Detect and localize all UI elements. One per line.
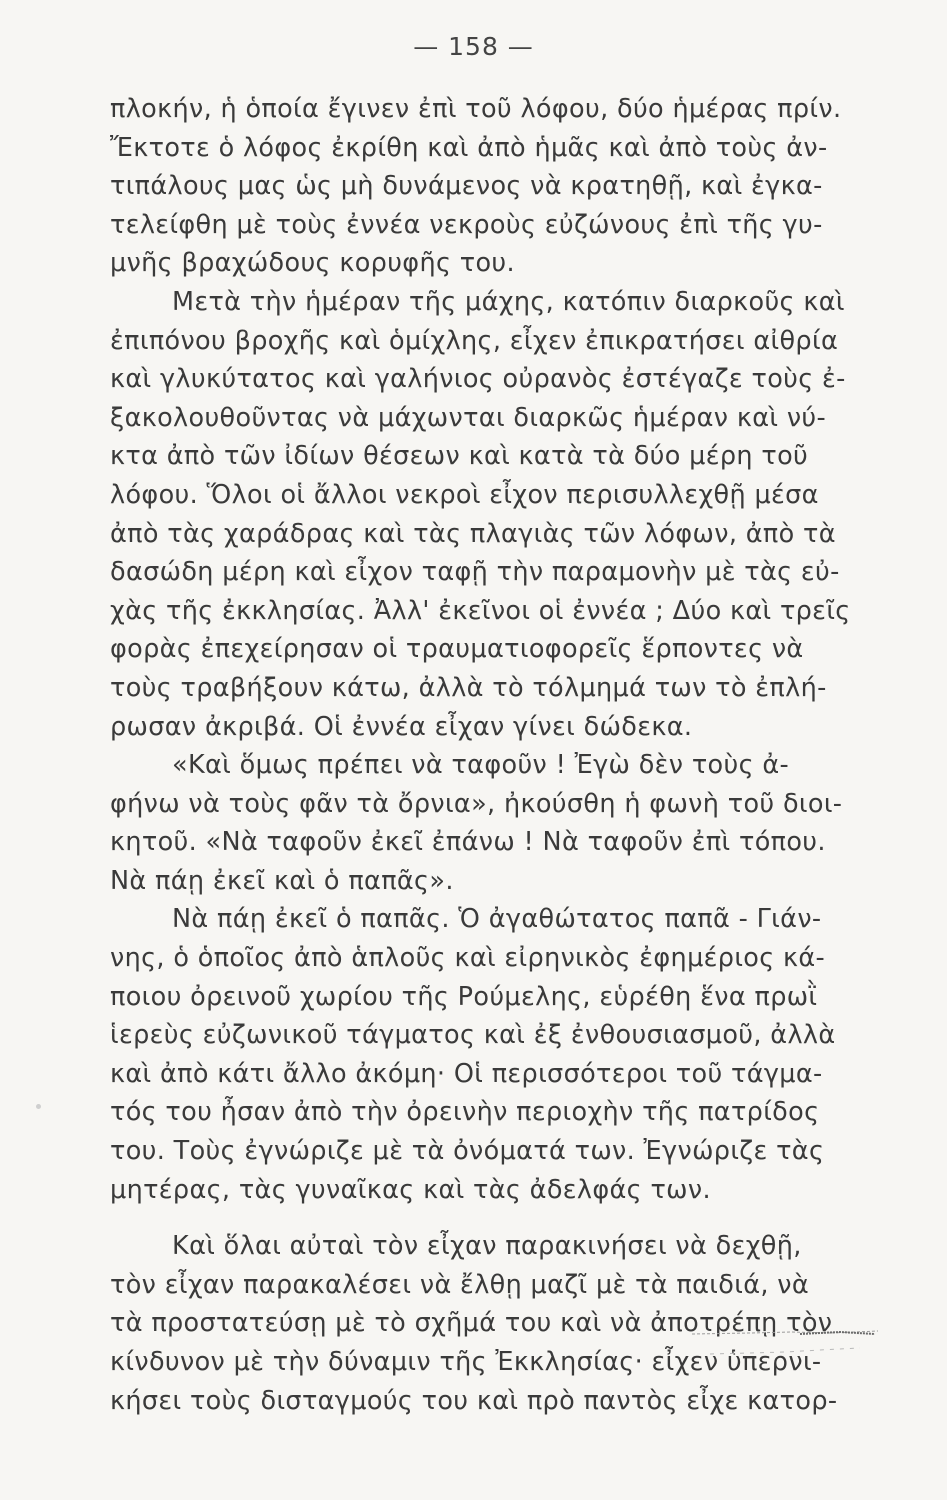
paragraph [110, 90, 888, 283]
paragraph [110, 900, 888, 1209]
text-line: λόφου. Ὅλοι οἱ ἄλλοι νεκροὶ εἶχον περισυλλεχθῇ μέσα [110, 479, 819, 510]
paragraph [110, 1227, 888, 1420]
paragraph [110, 283, 888, 746]
text-line: Μετὰ τὴν ἡμέραν τῆς μάχης, κατόπιν διαρκοῦς καὶ [172, 286, 845, 317]
text-line: τελείφθη μὲ τοὺς ἐννέα νεκροὺς εὐζώνους ἐπὶ τῆς γυ- [110, 209, 823, 240]
text-line: κτα ἀπὸ τῶν ἰδίων θέσεων καὶ κατὰ τὰ δύο μέρη τοῦ [110, 441, 809, 472]
text-line: κίνδυνον μὲ τὴν δύναμιν τῆς Ἐκκλησίας· εἶχεν ὑπερνι- [110, 1347, 822, 1377]
text-line: φορὰς ἐπεχείρησαν οἱ τραυματιοφορεῖς ἕρποντες νὰ [110, 634, 804, 665]
text-line: τοὺς τραβήξουν κάτω, ἀλλὰ τὸ τόλμημά των τὸ ἐπλή- [110, 672, 827, 703]
text-line: του. Τοὺς ἐγνώριζε μὲ τὰ ὀνόματά των. Ἐγνώριζε τὰς [110, 1136, 825, 1167]
text-line: ρωσαν ἀκριβά. Οἱ ἐννέα εἶχαν γίνει δώδεκα. [110, 711, 693, 742]
scan-speck [36, 1104, 41, 1109]
text-line: δασώδη μέρη καὶ εἶχον ταφῇ τὴν παραμονὴν μὲ τὰς εὐ- [110, 557, 840, 588]
text-line: νης, ὁ ὁποῖος ἀπὸ ἁπλοῦς καὶ εἰρηνικὸς ἐφημέριος κά- [110, 943, 826, 974]
text-line: Νὰ πάῃ ἐκεῖ ὁ παπᾶς. Ὁ ἀγαθώτατος παπᾶ - Γιάν- [172, 904, 822, 935]
text-line: ἀπὸ τὰς χαράδρας καὶ τὰς πλαγιὰς τῶν λόφων, ἀπὸ τὰ [110, 518, 836, 549]
text-line: «Καὶ ὅμως πρέπει νὰ ταφοῦν ! Ἐγὼ δὲν τοὺς ἀ- [172, 750, 790, 781]
text-line: χὰς τῆς ἐκκλησίας. Ἀλλ' ἐκεῖνοι οἱ ἐννέα ; Δύο καὶ τρεῖς [110, 595, 851, 626]
text-line: Ἔκτοτε ὁ λόφος ἐκρίθη καὶ ἀπὸ ἡμᾶς καὶ ἀπὸ τοὺς ἀν- [110, 132, 828, 163]
body-text [110, 90, 888, 1420]
paragraph [110, 746, 888, 900]
text-line: Καὶ ὅλαι αὐταὶ τὸν εἶχαν παρακινήσει νὰ δεχθῇ, [172, 1231, 802, 1262]
text-line: μητέρας, τὰς γυναῖκας καὶ τὰς ἀδελφάς των. [110, 1174, 711, 1205]
text-line: πλοκήν, ἡ ὁποία ἔγινεν ἐπὶ τοῦ λόφου, δύο ἡμέρας πρίν. [110, 94, 842, 124]
text-line: ἐπιπόνου βροχῆς καὶ ὁμίχλης, εἶχεν ἐπικρατήσει αἰθρία [110, 325, 839, 356]
text-line: καὶ ἀπὸ κάτι ἄλλο ἀκόμη· Οἱ περισσότεροι τοῦ τάγμα- [110, 1058, 823, 1089]
page-number: — 158 — [413, 32, 534, 61]
paragraph-gap [110, 1209, 888, 1227]
text-line: φήνω νὰ τοὺς φᾶν τὰ ὄρνια», ἠκούσθη ἡ φωνὴ τοῦ διοι- [110, 788, 843, 819]
text-line: ξακολουθοῦντας νὰ μάχωνται διαρκῶς ἡμέραν καὶ νύ- [110, 402, 827, 433]
text-line: ἱερεὺς εὐζωνικοῦ τάγματος καὶ ἐξ ἐνθουσιασμοῦ, ἀλλὰ [110, 1020, 836, 1051]
text-line: κητοῦ. «Νὰ ταφοῦν ἐκεῖ ἐπάνω ! Νὰ ταφοῦν ἐπὶ τόπου. [110, 827, 826, 858]
text-line: τὰ προστατεύσῃ μὲ τὸ σχῆμά του καὶ νὰ ἀποτρέπῃ τὸν [110, 1308, 833, 1339]
text-line: κήσει τοὺς δισταγμούς του καὶ πρὸ παντὸς εἶχε κατορ- [110, 1385, 838, 1416]
text-line: τός του ἦσαν ἀπὸ τὴν ὀρεινὴν περιοχὴν τῆς πατρίδος [110, 1097, 820, 1128]
scan-smudge [690, 1328, 880, 1364]
text-line: ποιου ὀρεινοῦ χωρίου τῆς Ρούμελης, εὑρέθη ἕνα πρωῒ [110, 981, 818, 1012]
text-line: τὸν εἶχαν παρακαλέσει νὰ ἔλθῃ μαζῖ μὲ τὰ παιδιά, νὰ [110, 1269, 810, 1300]
text-line: Νὰ πάῃ ἐκεῖ καὶ ὁ παπᾶς». [110, 865, 454, 896]
text-line: καὶ γλυκύτατος καὶ γαλήνιος οὐρανὸς ἐστέγαζε τοὺς ἐ- [110, 364, 846, 395]
text-line: μνῆς βραχώδους κορυφῆς του. [110, 248, 515, 279]
text-line: τιπάλους μας ὡς μὴ δυνάμενος νὰ κρατηθῇ, καὶ ἐγκα- [110, 171, 823, 202]
